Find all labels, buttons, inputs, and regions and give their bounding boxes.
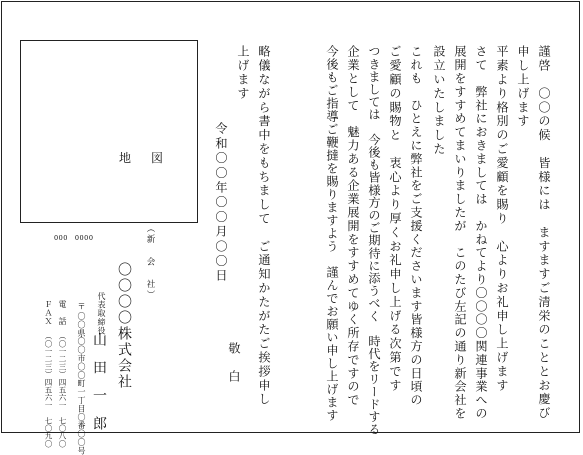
fax-label: ＦＡＸ <box>44 300 53 326</box>
map-box <box>20 40 198 223</box>
representative-title: 代表取締役 <box>97 292 106 335</box>
representative-name: 山 田 一 郎 <box>91 332 107 430</box>
postal-code: 000 0000 <box>54 234 94 242</box>
closing-keihaku: 敬 白 <box>227 342 241 384</box>
letter-line-7: これも ひとえに弊社をご支援くださいます皆様方の日頃の <box>409 45 423 407</box>
phone-label: 電 話 <box>58 300 67 326</box>
postal-mark: 〒 <box>77 302 86 311</box>
letter-date: 令和〇〇年〇〇月〇〇日 <box>214 122 228 284</box>
letter-line-6: 設立いたしました <box>432 45 446 157</box>
letter-line-11: 今後もご指導ご鞭撻を賜りますよう 謹んでお願い申し上げます <box>325 45 339 422</box>
phone-number: （〇一二三）四五六一 七〇八〇 <box>58 332 67 448</box>
letter-line-4: さて 弊社におきましては かねてより〇〇〇〇関連事業への <box>474 45 488 421</box>
new-company-label: （新 会 社） <box>145 224 155 301</box>
letter-line-5: 展開をすすめてまいりましたが このたび左記の通り新会社を <box>453 45 467 421</box>
address: 〇〇県〇〇市〇〇町一丁目〇番〇〇号 <box>77 312 86 455</box>
letter-line-10: 企業として 魅力ある企業展開をすすめてゆく所存ですので <box>346 45 360 407</box>
letter-line-9: つきましては 今後も皆様方のご期待に添うべく 時代をリードする <box>367 45 381 436</box>
fax-number: （〇一二三）四五六一 七〇九〇 <box>44 332 53 448</box>
letter-line-12: 略儀ながら書中をもちまして ご通知かたがたご挨拶申し <box>257 45 271 407</box>
letter-line-13: 上げます <box>236 45 250 101</box>
letter-line-1: 謹啓 〇〇の候 皆様には ますますご清栄のこととお慶び <box>537 45 551 421</box>
letter-line-2: 申し上げます <box>516 45 530 129</box>
letter-sheet <box>1 1 580 455</box>
company-name: 〇〇〇〇株式会社 <box>116 262 132 390</box>
letter-line-8: ご愛顧の賜物と 衷心より厚くお礼申し上げる次第です <box>388 45 402 393</box>
letter-line-3: 平素より格別のご愛顧を賜り 心よりお礼申し上げます <box>495 45 509 393</box>
map-label: 地図 <box>119 151 184 165</box>
